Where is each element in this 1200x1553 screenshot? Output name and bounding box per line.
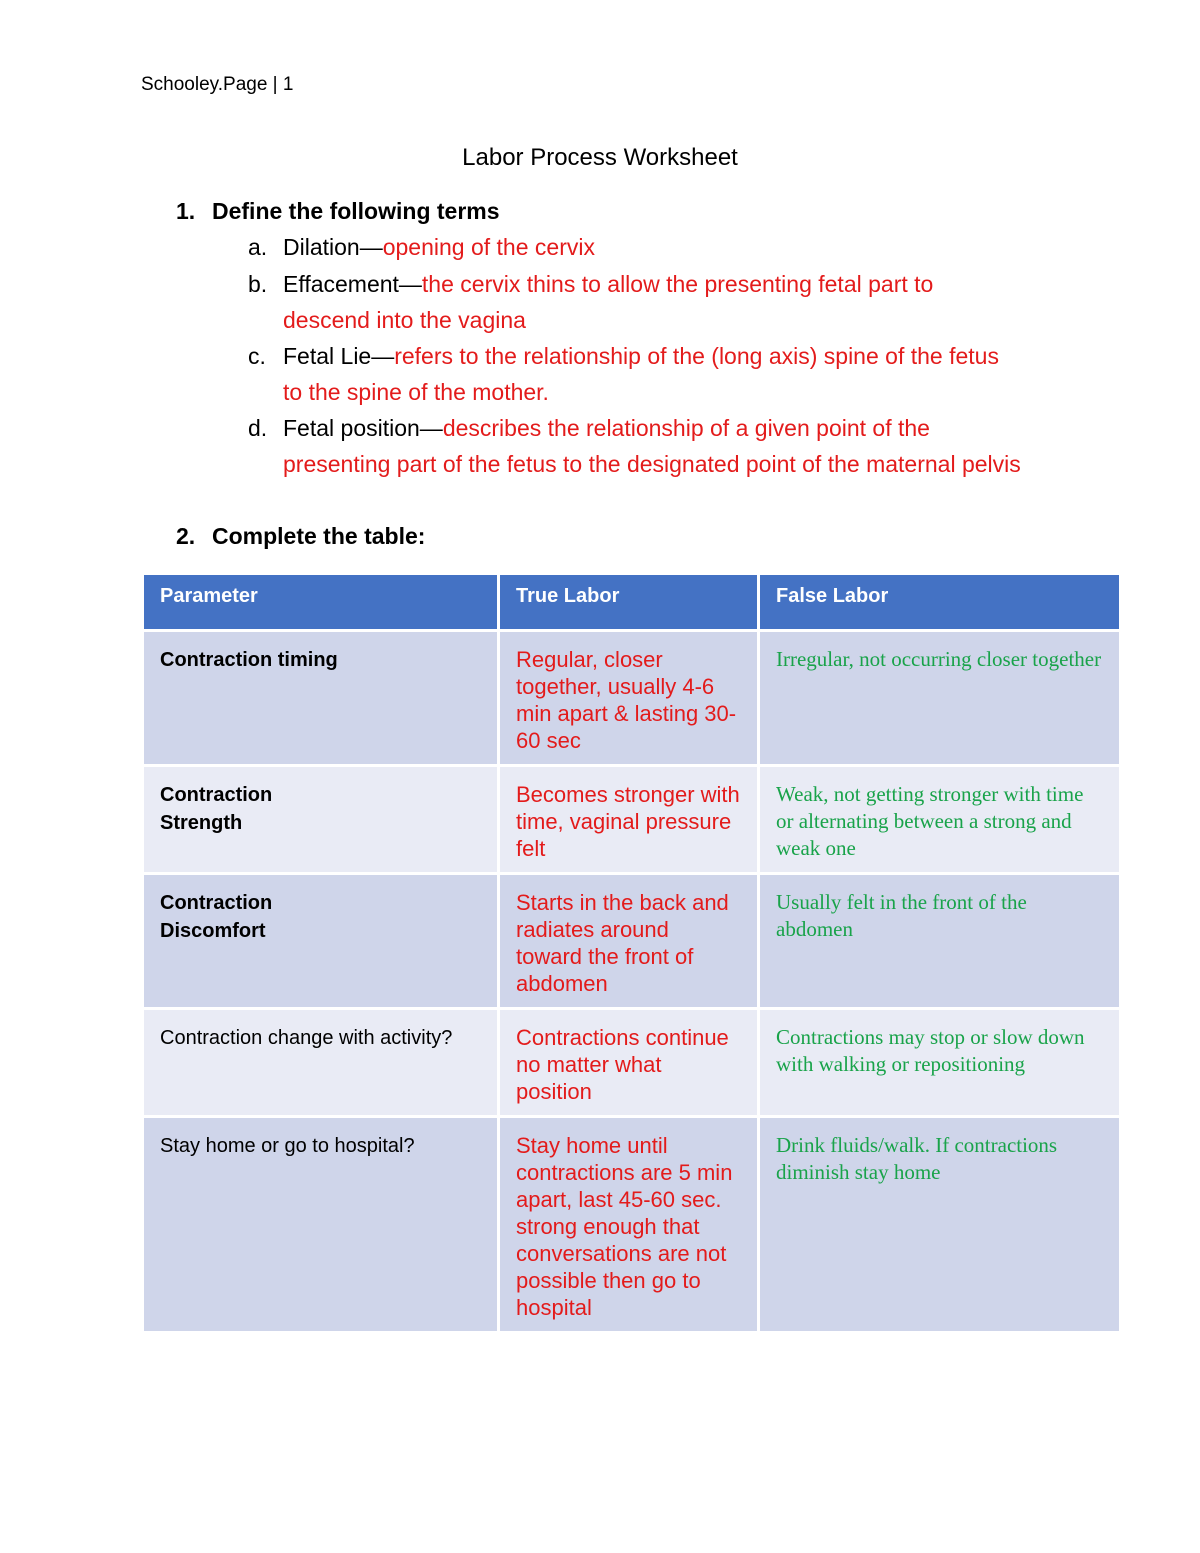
term-definition: opening of the cervix: [382, 234, 595, 260]
question-1: [176, 198, 500, 225]
true-labor-cell: Becomes stronger with time, vaginal pressure felt: [499, 766, 759, 874]
term-fetal-lie: [248, 338, 1018, 410]
false-labor-cell: Weak, not getting stronger with time or alternating between a strong and weak one: [759, 766, 1121, 874]
term-letter: a.: [248, 234, 268, 260]
term-letter: d.: [248, 415, 268, 441]
term-fetal-position: [248, 410, 1038, 482]
term-letter: c.: [248, 343, 266, 369]
true-labor-cell: Starts in the back and radiates around toward the front of abdomen: [499, 874, 759, 1009]
table-row: [143, 631, 1121, 766]
column-header-parameter: Parameter: [143, 574, 499, 631]
term-definition: the cervix thins to allow the presenting fetal part to descend into the vagina: [283, 271, 934, 333]
question-1-text: Define the following terms: [212, 198, 500, 224]
true-labor-cell: Stay home until contractions are 5 min apart, last 45-60 sec. strong enough that conversations are not possible then go to hospital: [499, 1117, 759, 1333]
false-labor-cell: Irregular, not occurring closer together: [759, 631, 1121, 766]
page-header: Schooley.Page | 1: [141, 74, 294, 95]
term-dilation: [248, 229, 1048, 265]
question-1-number: 1.: [176, 198, 196, 224]
parameter-cell: Contraction Discomfort: [143, 874, 499, 1009]
column-header-false-labor: False Labor: [759, 574, 1121, 631]
table-header-row: [143, 574, 1121, 631]
table-row: [143, 766, 1121, 874]
term-name: Fetal Lie—: [283, 343, 395, 369]
term-effacement: [248, 266, 1008, 338]
term-letter: b.: [248, 271, 268, 297]
term-definition: refers to the relationship of the (long axis) spine of the fetus to the spine of the mother.: [283, 343, 999, 405]
question-2: [176, 523, 425, 550]
false-labor-cell: Usually felt in the front of the abdomen: [759, 874, 1121, 1009]
table-row: [143, 1009, 1121, 1117]
false-labor-cell: Contractions may stop or slow down with walking or repositioning: [759, 1009, 1121, 1117]
page-title: Labor Process Worksheet: [462, 144, 738, 171]
term-name: Effacement—: [283, 271, 422, 297]
parameter-cell: Contraction change with activity?: [143, 1009, 499, 1117]
labor-comparison-table: [141, 572, 1122, 1334]
parameter-cell: Contraction timing: [143, 631, 499, 766]
question-2-number: 2.: [176, 523, 196, 549]
term-name: Fetal position—: [283, 415, 443, 441]
parameter-cell: Stay home or go to hospital?: [143, 1117, 499, 1333]
table-row: [143, 874, 1121, 1009]
column-header-true-labor: True Labor: [499, 574, 759, 631]
parameter-cell: Contraction Strength: [143, 766, 499, 874]
table-row: [143, 1117, 1121, 1333]
true-labor-cell: Regular, closer together, usually 4-6 min apart & lasting 30-60 sec: [499, 631, 759, 766]
term-name: Dilation—: [283, 234, 383, 260]
term-definition: describes the relationship of a given point of the presenting part of the fetus to the designated point of the maternal pelvis: [283, 415, 1021, 477]
true-labor-cell: Contractions continue no matter what position: [499, 1009, 759, 1117]
false-labor-cell: Drink fluids/walk. If contractions diminish stay home: [759, 1117, 1121, 1333]
question-2-text: Complete the table:: [212, 523, 426, 549]
